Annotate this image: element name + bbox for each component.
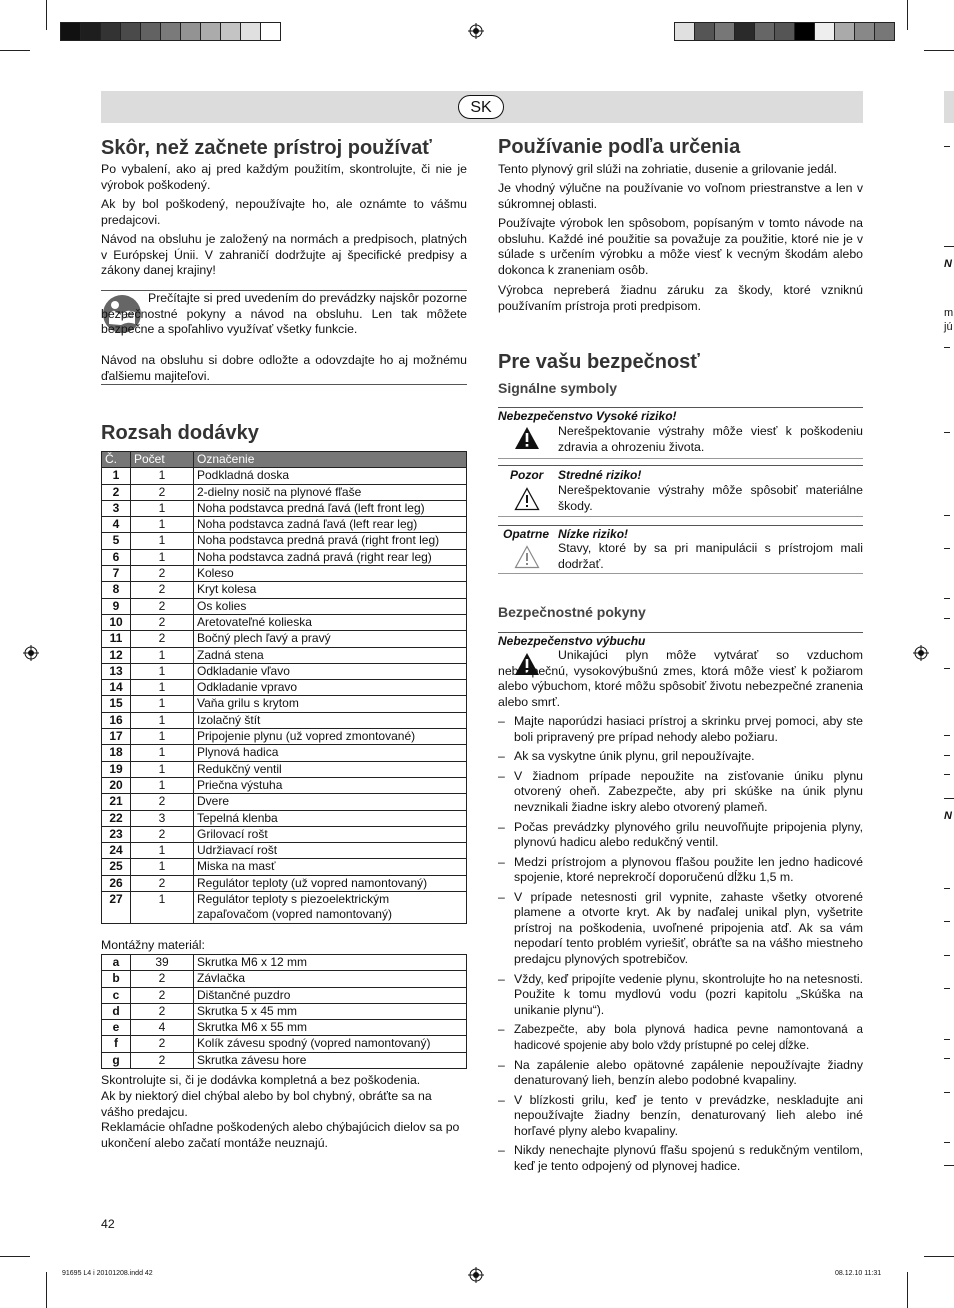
table-row — [102, 1052, 467, 1068]
cell-description: Dištančné puzdro — [194, 987, 467, 1003]
table-row — [102, 955, 467, 971]
registration-mark-icon — [913, 645, 929, 661]
cell-count: 1 — [131, 745, 194, 761]
list-item: – Nikdy nenechajte plynovú fľašu spojenú s redukčným ventilom, keď je tento odpojený od plynovej hadice. — [498, 1143, 863, 1174]
table-row — [102, 1020, 467, 1036]
cell-description: Podkladná doska — [194, 468, 467, 484]
cell-number: 7 — [102, 566, 131, 582]
explosion-danger-text: Unikajúci plyn môže vytvárať so vzduchom nebezpečnú, vysokovýbušnú zmes, ktorá môže viesť k požiarom alebo výbuchom, ktoré môžu spôsobiť životu nebezpečné zranenia alebo smrť. — [498, 648, 863, 709]
warning-triangle-light-icon — [514, 545, 540, 569]
table-header-number: Č. — [102, 452, 131, 468]
cell-number: 25 — [102, 859, 131, 875]
cell-number: 23 — [102, 826, 131, 842]
paragraph: Návod na obsluhu si dobre odložte a odovzdajte ho aj možnému ďalšiemu majiteľovi. — [101, 353, 467, 383]
parts-table — [101, 451, 467, 924]
cell-description: Noha podstavca predná ľavá (left front leg) — [194, 500, 467, 516]
paragraph: Používajte výrobok len spôsobom, popísaným v tomto návode na obsluhu. Každé iné použitie sa považuje za použitie, ktoré nie je v súlade s určením výrobku a môže viesť k vecným škodám alebo dokonca k zraneniam osôb. — [498, 216, 863, 277]
cell-number: f — [102, 1036, 131, 1052]
warning-triangle-filled-icon — [514, 426, 540, 450]
cell-count: 1 — [131, 500, 194, 516]
cell-count: 1 — [131, 663, 194, 679]
edge-text: jú — [944, 321, 953, 333]
cell-count: 2 — [131, 484, 194, 500]
table-row — [102, 794, 467, 810]
divider — [498, 573, 863, 574]
table-row — [102, 484, 467, 500]
paragraph: Skontrolujte si, či je dodávka kompletná a bez poškodenia. — [101, 1073, 421, 1087]
cell-number: d — [102, 1003, 131, 1019]
cell-count: 2 — [131, 614, 194, 630]
cell-number: 27 — [102, 892, 131, 924]
list-item: – Na zapálenie alebo opätovné zapálenie nepoužívajte žiadny denaturovaný lieh, benzín alebo podobné kvapaliny. — [498, 1058, 863, 1089]
cell-count: 1 — [131, 680, 194, 696]
list-item: – Majte naporúdzi hasiaci prístroj a skrinku prvej pomoci, aby ste boli pripravený pre prípad nehody alebo požiaru. — [498, 714, 863, 745]
cell-description: Noha podstavca predná pravá (right front leg) — [194, 533, 467, 549]
cell-description: Regulátor teploty s piezoelektrickým zapaľovačom (vopred namontovaný) — [194, 892, 467, 924]
table-header-count: Počet — [131, 452, 194, 468]
cell-description: Kryt kolesa — [194, 582, 467, 598]
edge-text: N — [944, 258, 952, 270]
divider — [498, 525, 863, 526]
cell-number: 13 — [102, 663, 131, 679]
cell-description: Bočný plech ľavý a pravý — [194, 631, 467, 647]
cell-number: a — [102, 955, 131, 971]
explosion-danger-label: Nebezpečenstvo výbuchu — [498, 634, 646, 648]
cell-description: Noha podstavca zadná pravá (right rear leg) — [194, 549, 467, 565]
list-item: – V blízkosti grilu, keď je tento v prevádzke, neskladujte ani nepoužívajte žiadny benzín, denaturovaný lieh alebo iné horľavé plyny alebo kvapaliny. — [498, 1093, 863, 1140]
table-row — [102, 987, 467, 1003]
divider — [498, 516, 863, 517]
cell-description: Aretovateľné kolieska — [194, 614, 467, 630]
list-item: – Vždy, keď pripojíte vedenie plynu, skontrolujte ho na netesnosti. Použite k tomu mydlovú vodu (pozri kapitolu „Skúška na unikanie plynu“). — [498, 972, 863, 1019]
table-row — [102, 745, 467, 761]
table-row — [102, 761, 467, 777]
cell-description: Kolík závesu spodný (vopred namontovaný) — [194, 1036, 467, 1052]
mounting-material-table — [101, 954, 467, 1069]
list-item: – Medzi prístrojom a plynovou fľašou použite len jedno hadicové spojenie, ktoré neprekročí doporučenú dĺžku 1,5 m. — [498, 855, 863, 886]
list-item: – Ak sa vyskytne únik plynu, gril nepoužívajte. — [498, 749, 863, 765]
cell-description: Redukčný ventil — [194, 761, 467, 777]
signal-label-caution: Stredné riziko! — [558, 468, 642, 482]
table-row — [102, 1003, 467, 1019]
page-number: 42 — [101, 1217, 115, 1231]
cell-count: 1 — [131, 892, 194, 924]
divider — [101, 384, 467, 385]
divider — [498, 407, 863, 408]
table-row — [102, 598, 467, 614]
warning-triangle-outline-icon — [514, 487, 540, 511]
table-row — [102, 566, 467, 582]
cell-number: 18 — [102, 745, 131, 761]
cell-number: 9 — [102, 598, 131, 614]
signal-pre-warning: Opatrne — [503, 527, 550, 541]
cell-count: 1 — [131, 517, 194, 533]
cell-description: Zadná stena — [194, 647, 467, 663]
table-row — [102, 468, 467, 484]
paragraph: Reklamácie ohľadne poškodených alebo chýbajúcich dielov sa po ukončení alebo začatí montáže neuznajú. — [101, 1120, 460, 1150]
paragraph: Po vybalení, ako aj pred každým použitím, skontrolujte, či nie je výrobok poškodený. — [101, 162, 467, 192]
cell-description: Regulátor teploty (už vopred namontovaný) — [194, 875, 467, 891]
cell-number: 3 — [102, 500, 131, 516]
signal-label-low-risk: Nízke riziko! — [558, 527, 629, 541]
cell-count: 2 — [131, 987, 194, 1003]
list-item: – V žiadnom prípade nepoužite na zisťovanie úniku plynu otvorený oheň. Zabezpečte, aby pri skúške na únik plynu nevznikali žiadne iskry alebo otvorený plameň. — [498, 769, 863, 816]
cell-count: 2 — [131, 1003, 194, 1019]
paragraph: Je vhodný výlučne na používanie vo voľnom priestranstve a len v súkromnej oblasti. — [498, 181, 863, 211]
table-row — [102, 826, 467, 842]
cell-number: 21 — [102, 794, 131, 810]
paragraph: Tento plynový gril slúži na zohriatie, dusenie a grilovanie jedál. — [498, 162, 838, 176]
language-badge: SK — [458, 95, 504, 119]
table-row — [102, 533, 467, 549]
table-header-description: Označenie — [194, 452, 467, 468]
cell-description: Skrutka M6 x 55 mm — [194, 1020, 467, 1036]
cell-description: Dvere — [194, 794, 467, 810]
paragraph: Ak by niektorý diel chýbal alebo by bol chybný, obráťte sa na vášho predajcu. — [101, 1089, 432, 1119]
cell-number: 2 — [102, 484, 131, 500]
cell-count: 1 — [131, 843, 194, 859]
cell-count: 1 — [131, 647, 194, 663]
cell-count: 2 — [131, 1036, 194, 1052]
table-row — [102, 1036, 467, 1052]
table-row — [102, 500, 467, 516]
cell-description: Grilovací rošt — [194, 826, 467, 842]
divider — [498, 465, 863, 466]
signal-text: Nerešpektovanie výstrahy môže spôsobiť materiálne škody. — [558, 483, 863, 513]
table-row — [102, 680, 467, 696]
cell-number: 11 — [102, 631, 131, 647]
cell-number: 19 — [102, 761, 131, 777]
safety-bullet-list — [498, 714, 863, 1179]
cell-count: 2 — [131, 566, 194, 582]
table-row — [102, 663, 467, 679]
cell-count: 2 — [131, 794, 194, 810]
table-row — [102, 810, 467, 826]
divider — [498, 458, 863, 459]
table-row — [102, 549, 467, 565]
cell-number: g — [102, 1052, 131, 1068]
cell-count: 2 — [131, 1052, 194, 1068]
cell-number: 12 — [102, 647, 131, 663]
list-item: – Počas prevádzky plynového grilu neuvoľňujte pripojenia plyny, plynovú hadicu alebo redukčný ventil. — [498, 820, 863, 851]
cell-number: 22 — [102, 810, 131, 826]
section-title-safety: Pre vašu bezpečnosť — [498, 351, 700, 373]
cell-count: 1 — [131, 777, 194, 793]
table-row — [102, 712, 467, 728]
subtitle-safety-instructions: Bezpečnostné pokyny — [498, 604, 646, 620]
cell-number: 8 — [102, 582, 131, 598]
cell-number: 24 — [102, 843, 131, 859]
cell-number: b — [102, 971, 131, 987]
cell-count: 1 — [131, 468, 194, 484]
cell-count: 2 — [131, 631, 194, 647]
cell-count: 1 — [131, 859, 194, 875]
cell-count: 3 — [131, 810, 194, 826]
cell-description: Závlačka — [194, 971, 467, 987]
table-row — [102, 729, 467, 745]
cell-count: 2 — [131, 582, 194, 598]
table-row — [102, 777, 467, 793]
cell-description: Pripojenie plynu (už vopred zmontované) — [194, 729, 467, 745]
cell-description: Odkladanie vpravo — [194, 680, 467, 696]
cell-number: 1 — [102, 468, 131, 484]
cell-number: 17 — [102, 729, 131, 745]
cell-description: Miska na masť — [194, 859, 467, 875]
cell-number: 16 — [102, 712, 131, 728]
file-slug: 91695 L4 i 20101208.indd 42 — [62, 1270, 153, 1277]
subtitle-signal-symbols: Signálne symboly — [498, 380, 618, 396]
cell-number: 5 — [102, 533, 131, 549]
cell-description: Skrutka 5 x 45 mm — [194, 1003, 467, 1019]
table-row — [102, 517, 467, 533]
cell-count: 4 — [131, 1020, 194, 1036]
cell-count: 2 — [131, 971, 194, 987]
table-row — [102, 631, 467, 647]
table-row — [102, 696, 467, 712]
cell-description: 2-dielny nosič na plynové fľaše — [194, 484, 467, 500]
cell-description: Koleso — [194, 566, 467, 582]
registration-mark-icon — [468, 1267, 484, 1283]
signal-label-danger: Nebezpečenstvo Vysoké riziko! — [498, 409, 677, 423]
cell-description: Tepelná klenba — [194, 810, 467, 826]
cell-count: 1 — [131, 696, 194, 712]
cell-number: 26 — [102, 875, 131, 891]
cell-number: 20 — [102, 777, 131, 793]
cell-description: Skrutka M6 x 12 mm — [194, 955, 467, 971]
section-title-intended-use: Používanie podľa určenia — [498, 136, 741, 158]
edge-text: N — [944, 810, 952, 822]
table-row — [102, 843, 467, 859]
cell-description: Priečna výstuha — [194, 777, 467, 793]
table-row — [102, 859, 467, 875]
cell-number: 15 — [102, 696, 131, 712]
cell-number: 14 — [102, 680, 131, 696]
registration-mark-icon — [468, 23, 484, 39]
mounting-material-label: Montážny materiál: — [101, 938, 205, 952]
cell-description: Udržiavací rošt — [194, 843, 467, 859]
cell-count: 1 — [131, 761, 194, 777]
read-manual-notice: Prečítajte si pred uvedením do prevádzky najskôr pozorne bezpečnostné pokyny a návod na obsluhu. Len tak môžete bezpečne a spoľahlivo využívať všetky funkcie. — [101, 291, 467, 336]
table-row — [102, 614, 467, 630]
section-title-delivery-scope: Rozsah dodávky — [101, 422, 259, 444]
cell-description: Vaňa grilu s krytom — [194, 696, 467, 712]
cell-count: 39 — [131, 955, 194, 971]
cell-number: 10 — [102, 614, 131, 630]
table-row — [102, 875, 467, 891]
cell-description: Skrutka závesu hore — [194, 1052, 467, 1068]
next-page-header-bar — [944, 91, 954, 123]
list-item: – V prípade netesnosti gril vypnite, zahaste všetky otvorené plamene a otvorte kryt. Ak by naďalej unikal plyn, vyšetrite prístroj na poškodenia, uvoľnené pripojenia atď. Ak sa vám nepodarí tento problém vyriešiť, obráťte sa na vášho miestneho predajcu plynových spotrebičov. — [498, 890, 863, 968]
cell-count: 2 — [131, 875, 194, 891]
table-row — [102, 647, 467, 663]
signal-text: Nerešpektovanie výstrahy môže viesť k poškodeniu zdravia a ohrozeniu života. — [558, 424, 863, 454]
table-row — [102, 971, 467, 987]
cell-number: e — [102, 1020, 131, 1036]
paragraph: Ak by bol poškodený, nepoužívajte ho, ale oznámte to vášmu predajcovi. — [101, 197, 467, 227]
list-item: – Zabezpečte, aby bola plynová hadica pevne namontovaná a hadicové spojenie aby bolo vždy prístupné po celej dĺžke. — [498, 1022, 863, 1053]
cell-count: 1 — [131, 729, 194, 745]
cell-description: Noha podstavca zadná ľavá (left rear leg) — [194, 517, 467, 533]
cell-count: 2 — [131, 826, 194, 842]
signal-pre-caution: Pozor — [510, 468, 544, 482]
cell-number: 4 — [102, 517, 131, 533]
cell-count: 2 — [131, 598, 194, 614]
cell-description: Odkladanie vľavo — [194, 663, 467, 679]
paragraph: Výrobca nepreberá žiadnu záruku za škody, ktoré vzniknú používaním prístroja proti predpisom. — [498, 283, 863, 313]
table-row — [102, 582, 467, 598]
cell-description: Izolačný štít — [194, 712, 467, 728]
section-title-before-use: Skôr, než začnete prístroj používať — [101, 137, 432, 159]
cell-number: 6 — [102, 549, 131, 565]
cell-description: Os kolies — [194, 598, 467, 614]
registration-mark-icon — [23, 645, 39, 661]
table-row — [102, 892, 467, 924]
edge-text: m — [944, 307, 954, 319]
divider — [498, 632, 863, 633]
cell-count: 1 — [131, 712, 194, 728]
print-timestamp: 08.12.10 11:31 — [835, 1270, 882, 1277]
signal-text: Stavy, ktoré by sa pri manipulácii s prístrojom mali dodržať. — [558, 541, 863, 571]
cell-number: c — [102, 987, 131, 1003]
paragraph: Návod na obsluhu je založený na normách a predpisoch, platných v Európskej Únii. V zahraničí dodržujte aj špecifické predpisy a zákony danej krajiny! — [101, 232, 467, 277]
cell-count: 1 — [131, 549, 194, 565]
cell-count: 1 — [131, 533, 194, 549]
cell-description: Plynová hadica — [194, 745, 467, 761]
